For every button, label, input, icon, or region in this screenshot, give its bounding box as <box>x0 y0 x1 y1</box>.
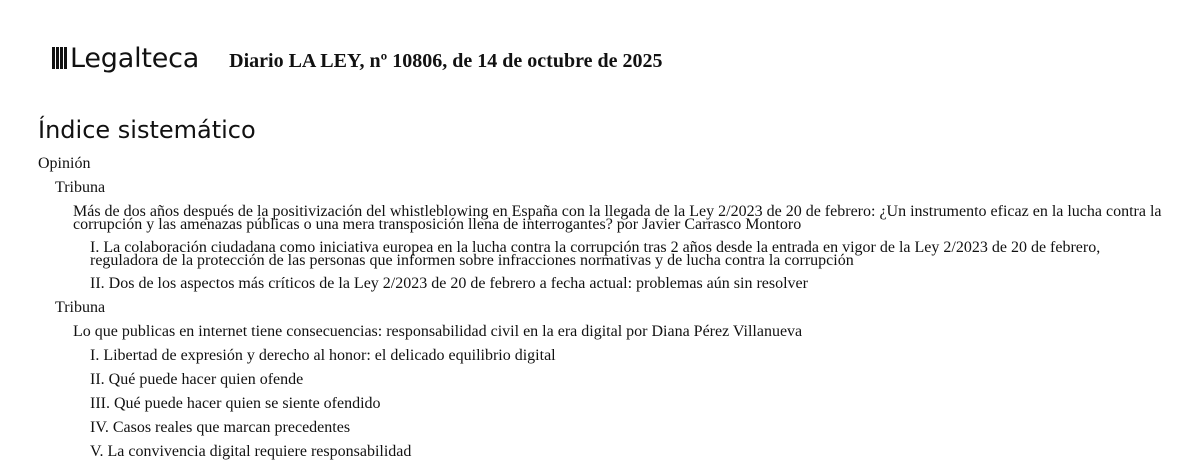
index-title: Índice sistemático <box>38 116 256 144</box>
group-label-tribuna: Tribuna <box>55 179 106 196</box>
heading-link[interactable]: V. La convivencia digital requiere responsabilidad <box>90 443 412 460</box>
group-label-tribuna: Tribuna <box>55 299 106 316</box>
section-opinion: Opinión <box>38 155 91 172</box>
heading-link[interactable]: I. Libertad de expresión y derecho al honor: el delicado equilibrio digital <box>90 347 556 364</box>
page-header <box>52 40 662 76</box>
heading-link[interactable]: II. Qué puede hacer quien ofende <box>90 371 304 388</box>
heading-link[interactable]: IV. Casos reales que marcan precedentes <box>90 419 351 436</box>
logo-text: Legalteca <box>70 42 200 74</box>
heading-link[interactable]: III. Qué puede hacer quien se siente ofendido <box>90 395 381 412</box>
systematic-index <box>38 155 1163 467</box>
legalteca-logo[interactable] <box>52 40 199 76</box>
heading-link[interactable]: II. Dos de los aspectos más críticos de la Ley 2/2023 de 20 de febrero a fecha actual: problemas aún sin resolver <box>90 275 808 292</box>
heading-link[interactable]: I. La colaboración ciudadana como iniciativa europea en la lucha contra la corrupción tras 2 años desde la entrada en vigor de la Ley 2/2023 de 20 de febrero, reguladora de la protección de las personas que informen sobre infracciones normativas y de lucha contra la corrupción <box>90 239 1101 269</box>
article-link[interactable]: Más de dos años después de la positivización del whistleblowing en España con la llegada de la Ley 2/2023 de 20 de febrero: ¿Un instrumento eficaz en la lucha contra la corrupción y las amenazas públicas o una mera transposición llena de interrogantes? por Javier Carrasco Montoro <box>73 203 1162 233</box>
journal-issue-title: Diario LA LEY, nº 10806, de 14 de octubre de 2025 <box>229 49 663 72</box>
article-link[interactable]: Lo que publicas en internet tiene consecuencias: responsabilidad civil en la era digital por Diana Pérez Villanueva <box>73 323 803 340</box>
logo-bars-icon <box>52 47 68 69</box>
